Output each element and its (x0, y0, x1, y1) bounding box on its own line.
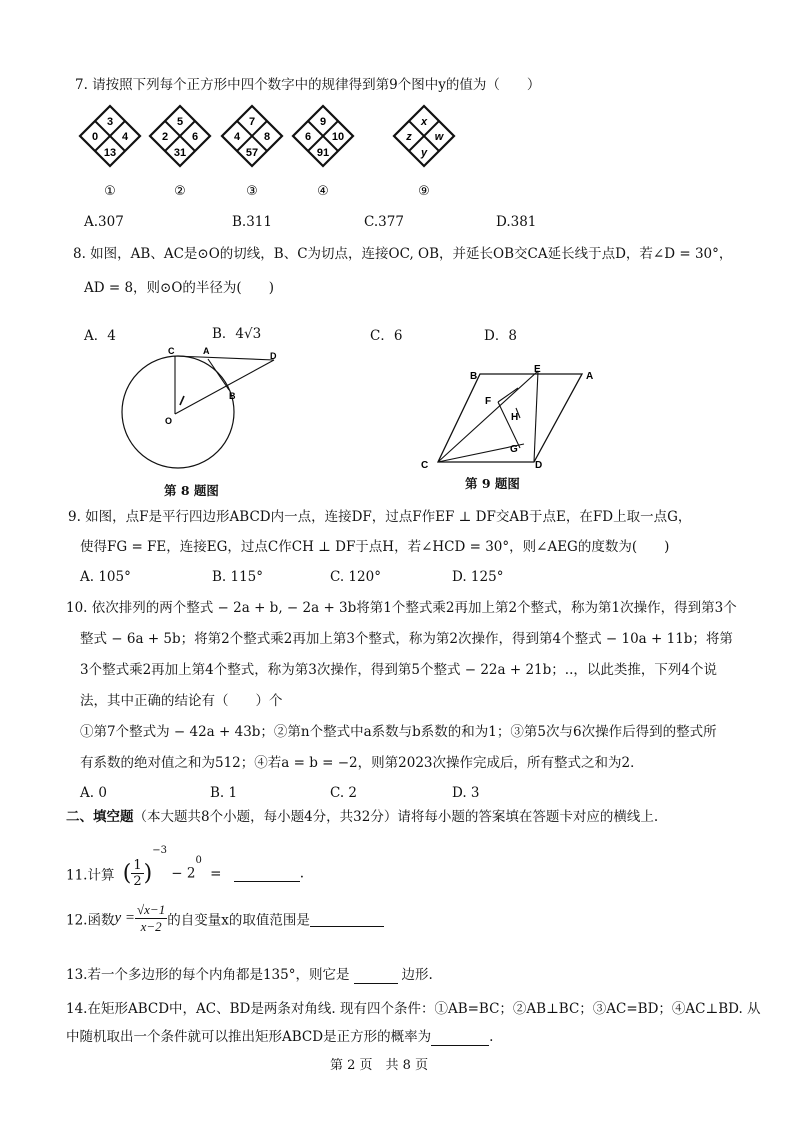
q7-diamond-4 (293, 106, 353, 198)
q7-diamond-label: ② (174, 183, 186, 198)
q7-option-c: C.377 (364, 214, 404, 230)
q7-diamond-label: ④ (317, 183, 329, 198)
q10-line2: 整式 − 6a + 5b；将第2个整式乘2再加上第3个整式，称为第2次操作，得到第4个整式 − 10a + 11b；将第 (80, 631, 733, 647)
q14-line2-row: 中随机取出一个条件就可以推出矩形ABCD是正方形的概率为 . (66, 1029, 494, 1045)
q10-option-b: B. 1 (210, 785, 238, 801)
q7-diamond-right-value: 6 (191, 131, 199, 143)
q12-fraction (135, 902, 167, 935)
q13-text1: 13.若一个多边形的每个内角都是135°，则它是 (66, 967, 350, 983)
q11-denominator: 2 (133, 874, 142, 889)
q7-diamond-3 (222, 106, 282, 198)
q7-diamond-bottom-value: y (420, 147, 428, 159)
q12-prefix: 12.函数 (66, 912, 115, 929)
page-footer: 第 2 页 共 8 页 (330, 1058, 429, 1073)
q10-line5: ①第7个整式为 − 42a + 43b；②第n个整式中a系数与b系数的和为1；③第5次与6次操作后得到的整式所 (80, 724, 717, 740)
q12 (66, 902, 384, 935)
q12-answer-blank[interactable] (310, 910, 384, 927)
q9-line-fe (498, 388, 518, 402)
q8-option-a: A．4 (84, 328, 116, 344)
q9-label-a: A (586, 371, 594, 382)
q7-diamond-top-value: 5 (176, 116, 184, 128)
q8-line-ab (208, 359, 229, 390)
q7-diamond-right-value: w (434, 131, 444, 143)
q9-label-f: F (485, 396, 492, 407)
q12-suffix: 的自变量x的取值范围是 (167, 912, 310, 929)
q14-answer-blank[interactable] (431, 1030, 489, 1046)
q11-answer-blank[interactable] (234, 865, 300, 882)
q9-label-c: C (421, 460, 429, 471)
q7-diamond-top-value: 9 (319, 116, 327, 128)
q7-option-b: B.311 (232, 214, 272, 230)
q9-label-e: E (534, 364, 541, 375)
q7-diamond-bottom-value: 13 (103, 147, 117, 159)
q7-diamond-top-value: 3 (106, 116, 114, 128)
q10-line6: 有系数的绝对值之和为512；④若a = b = −2，则第2023次操作完成后，所有整式之和为2． (80, 755, 644, 771)
q7-diamond-5 (394, 106, 454, 198)
q11: 11.计算 ( $\frac{1}{2}$ )$^{-3} - 2^0$ = . (66, 845, 305, 889)
q9-line-ed (534, 371, 538, 462)
q7-diamond-right-value: 10 (331, 131, 345, 143)
q9-label-b: B (470, 371, 478, 382)
q7-diamond-left-value: 0 (91, 131, 99, 143)
q8-line-od (175, 360, 274, 414)
q9-option-c: C. 120° (330, 569, 381, 585)
section2-desc: （本大题共8个小题，每小题4分，共32分）请将每小题的答案填在答题卡对应的横线上. (133, 809, 659, 825)
q7-diamond-label: ① (104, 183, 116, 198)
q11-rest: − 2 (171, 865, 196, 882)
q8-line2: AD = 8，则⊙O的半径为( ) (84, 280, 274, 296)
q9-line2: 使得FG = FE，连接EG，过点C作CH ⊥ DF于点H，若∠HCD = 30°，则∠AEG的度数为( ) (80, 539, 670, 555)
q8-option-b: B．4√3 (212, 326, 262, 342)
q7-diamond-1 (80, 106, 140, 198)
q7-diamond-left-value: 6 (304, 131, 312, 143)
q8-line-cd (175, 356, 274, 360)
q8-label-b: B (229, 391, 236, 401)
q13-answer-blank[interactable] (354, 968, 398, 984)
q7-diamonds-figure (70, 102, 470, 202)
q9-line1: 9. 如图，点F是平行四边形ABCD内一点，连接DF，过点F作EF ⊥ DF交AB于点E，在FD上取一点G， (68, 509, 692, 525)
q10-line4: 法，其中正确的结论有（ ）个 (80, 693, 283, 709)
q11-exponent: −3 (152, 845, 167, 856)
q11-prefix: 11.计算 (66, 867, 115, 884)
q9-option-b: B. 115° (212, 569, 264, 585)
q12-denominator: x−2 (140, 919, 162, 934)
q12-y: y = (114, 910, 136, 926)
q8-label-c: C (168, 346, 175, 356)
q7-diamond-left-value: 4 (233, 131, 241, 143)
q8-line1: 8. 如图，AB、AC是⊙O的切线，B、C为切点，连接OC, OB，并延长OB交CA延长线于点D，若∠D = 30°， (73, 246, 733, 262)
q8-option-d: D．8 (484, 328, 517, 344)
q12-numerator: √x−1 (137, 902, 166, 917)
q11-numerator: 1 (133, 858, 142, 873)
q7-diamond-top-value: x (420, 116, 428, 128)
section2-heading (66, 808, 658, 826)
q9-label-g: G (510, 444, 518, 455)
q14-line1: 14.在矩形ABCD中，AC、BD是两条对角线. 现有四个条件：①AB=BC；②AB⊥BC；③AC=BD；④AC⊥BD. 从 (66, 1001, 761, 1017)
q8-label-o: O (165, 416, 173, 426)
q13 (66, 966, 433, 984)
q7-diamond-label: ③ (246, 183, 258, 198)
q8-option-c: C．6 (370, 328, 403, 344)
q10-option-d: D. 3 (452, 785, 480, 801)
q13-text2: 边形. (401, 967, 433, 983)
q9-option-d: D. 125° (452, 569, 504, 585)
q9-label-d: D (535, 460, 543, 471)
q10-line3: 3个整式乘2再加上第4个整式，称为第3次操作，得到第5个整式 − 22a + 21b；..，以此类推，下列4个说 (80, 662, 717, 678)
q11-end: . (299, 865, 305, 882)
q7-diamond-left-value: 2 (161, 131, 169, 143)
q8-tick (180, 396, 184, 405)
q11-equals: = (210, 865, 222, 882)
q7-diamond-2 (150, 106, 210, 198)
q7-diamond-top-value: 7 (248, 116, 256, 128)
q7-diamond-right-value: 8 (263, 131, 271, 143)
q11-rest-exp: 0 (195, 855, 202, 866)
q7-stem: 7. 请按照下列每个正方形中四个数字中的规律得到第9个图中y的值为（ ） (75, 77, 541, 93)
q7-diamond-bottom-value: 31 (173, 147, 187, 159)
q11-fraction (131, 858, 143, 889)
q7-diamond-right-value: 4 (121, 131, 129, 143)
q8-figure (120, 340, 300, 480)
q7-diamond-label: ⑨ (418, 183, 430, 198)
section2-title: 二、填空题 (66, 809, 134, 825)
q7-diamond-bottom-value: 91 (316, 147, 330, 159)
q9-label-h: H (511, 412, 519, 423)
q9-option-a: A. 105° (80, 569, 131, 585)
q9-figure-caption: 第 9 题图 (465, 476, 520, 491)
q8-label-d: D (270, 351, 277, 361)
q9-line-ce (438, 371, 538, 462)
q7-option-d: D.381 (496, 214, 537, 230)
q9-figure (414, 358, 614, 478)
q7-option-a: A.307 (84, 214, 124, 230)
q14-line2: 中随机取出一个条件就可以推出矩形ABCD是正方形的概率为 (66, 1029, 432, 1045)
q8-label-a: A (203, 346, 210, 356)
q7-diamond-left-value: z (406, 131, 412, 143)
q7-diamond-bottom-value: 57 (245, 147, 259, 159)
q10-option-a: A. 0 (80, 785, 107, 801)
q10-option-c: C. 2 (330, 785, 358, 801)
q8-figure-caption: 第 8 题图 (164, 483, 219, 498)
q10-line1: 10. 依次排列的两个整式 − 2a + b, − 2a + 3b将第1个整式乘2再加上第2个整式，称为第1次操作，得到第3个 (66, 600, 737, 616)
